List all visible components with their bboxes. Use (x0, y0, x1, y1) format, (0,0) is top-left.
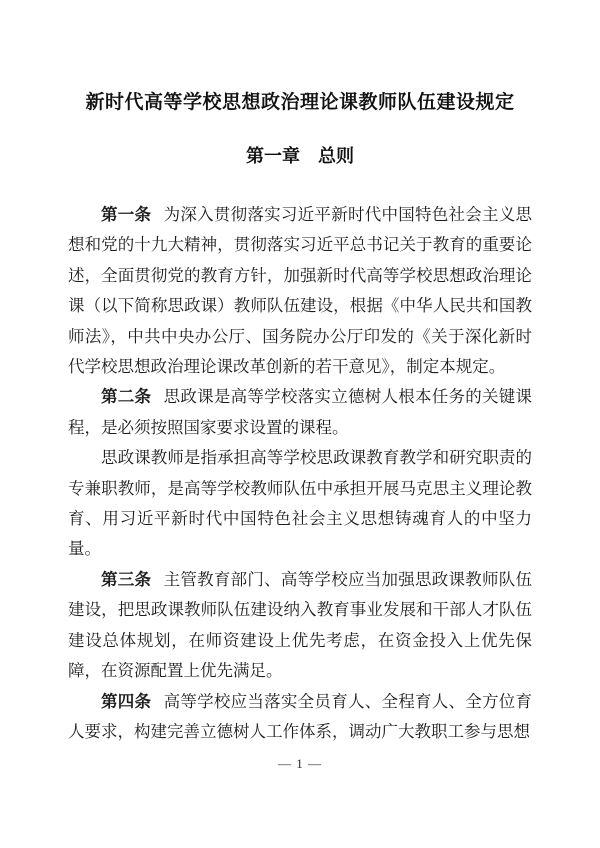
article-paragraph-5 (68, 687, 532, 748)
article-number-label: 第二条 (101, 387, 152, 407)
paragraph-text: 思政课是高等学校落实立德树人根本任务的关键课程，是必须按照国家要求设置的课程。 (68, 387, 532, 437)
article-paragraph-1 (68, 200, 532, 382)
article-paragraph-4 (68, 565, 532, 687)
article-number-label: 第一条 (101, 205, 152, 224)
page-number: — 1 — (278, 756, 322, 772)
article-paragraph-3 (68, 443, 532, 565)
article-number-label: 第四条 (101, 691, 152, 711)
paragraph-text: 为深入贯彻落实习近平新时代中国特色社会主义思想和党的十九大精神，贯彻落实习近平总书记关于教育的重要论述，全面贯彻党的教育方针，加强新时代高等学校思想政治理论课（以下简称思政课）教师队伍建设，根据《中华人民共和国教师法》，中共中央办公厅、国务院办公厅印发的《关于深化新时代学校思想政治理论课改革创新的若干意见》，制定本规定。 (68, 205, 532, 377)
paragraph-text: 主管教育部门、高等学校应当加强思政课教师队伍建设，把思政课教师队伍建设纳入教育事业发展和干部人才队伍建设总体规划，在师资建设上优先考虑，在资金投入上优先保障，在资源配置上优先满足。 (68, 569, 532, 681)
document-body (68, 200, 532, 747)
paragraph-text: 高等学校应当落实全员育人、全程育人、全方位育人要求，构建完善立德树人工作体系，调动广大教职工参与思想 (68, 691, 532, 741)
article-number-label: 第三条 (101, 569, 152, 589)
chapter-heading: 第一章 总则 (246, 146, 354, 166)
article-paragraph-2 (68, 382, 532, 443)
document-title: 新时代高等学校思想政治理论课教师队伍建设规定 (85, 92, 515, 113)
paragraph-text: 思政课教师是指承担高等学校思政课教育教学和研究职责的专兼职教师，是高等学校教师队伍中承担开展马克思主义理论教育、用习近平新时代中国特色社会主义思想铸魂育人的中坚力量。 (68, 448, 532, 559)
